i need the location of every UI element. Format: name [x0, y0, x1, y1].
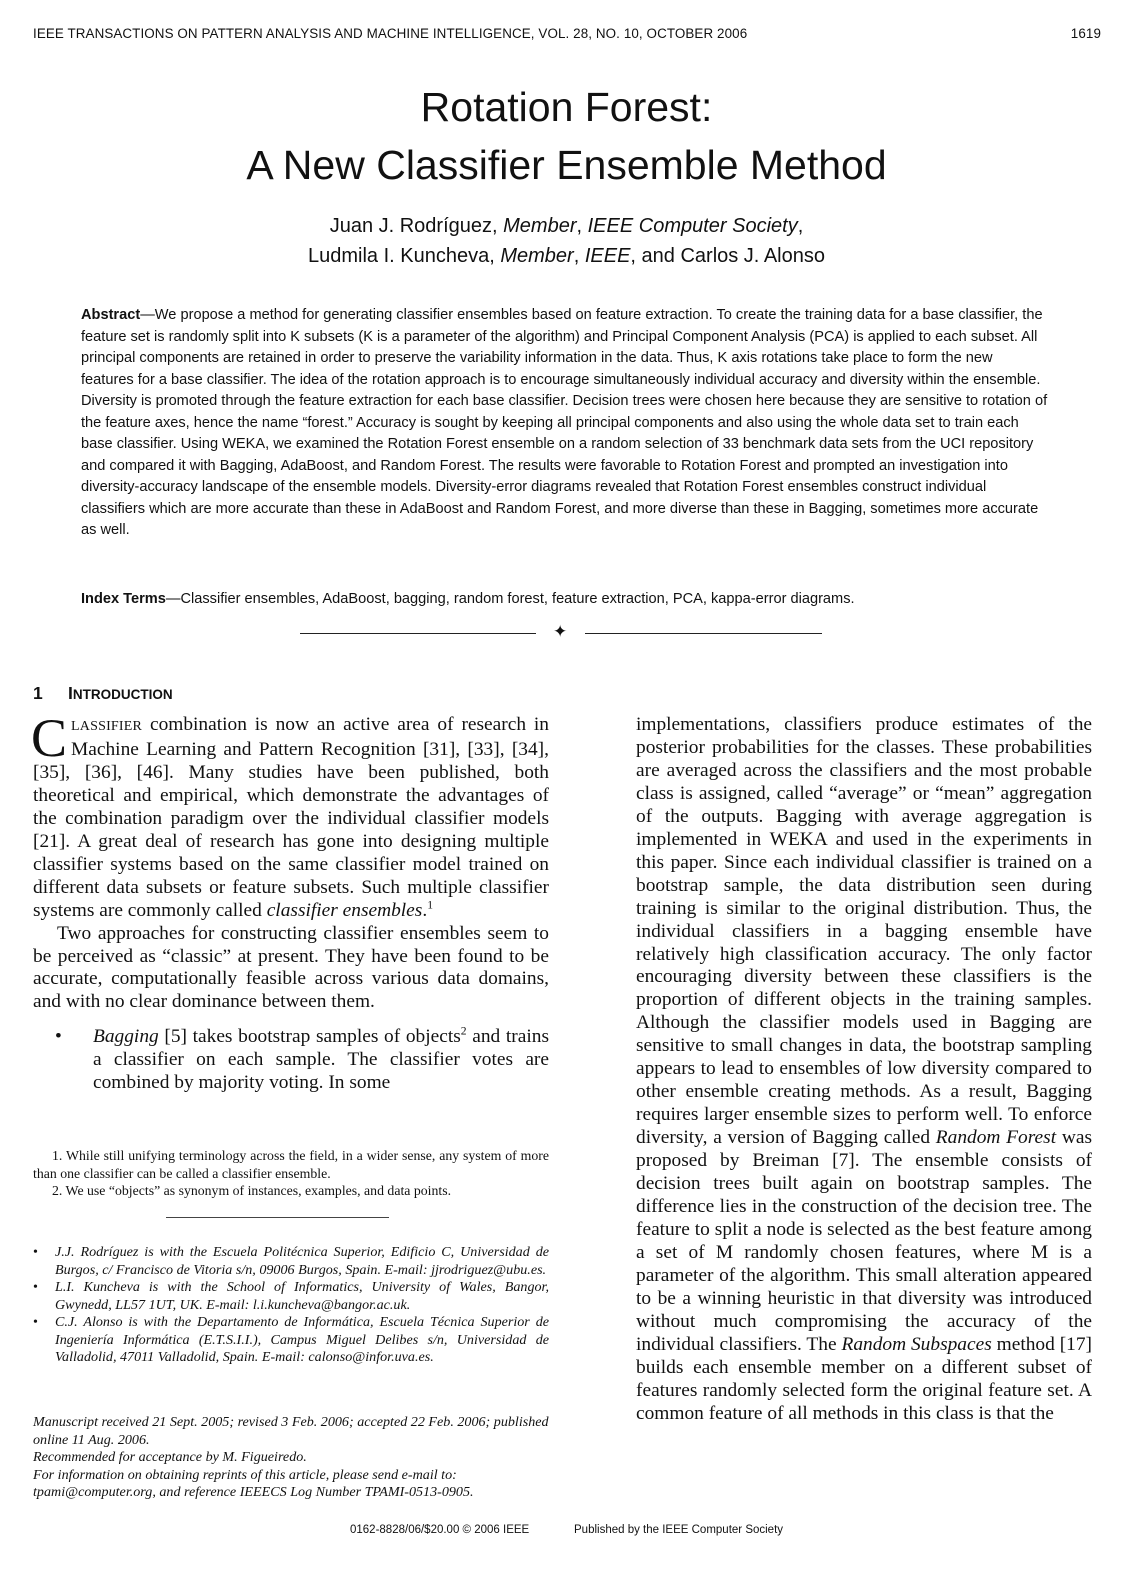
authors-line-1	[0, 211, 1133, 241]
affiliation-item	[33, 1279, 549, 1314]
para-text: method [17] builds each ensemble member on a different subset of features randomly selected form the original feature set. A common feature of all methods in this class is that the	[636, 1333, 1092, 1424]
section-title-initial: I	[68, 683, 73, 703]
affiliation-text: L.I. Kuncheva is with the School of Informatics, University of Wales, Bangor, Gwynedd, LL57 1UT, UK. E-mail: l.i.kuncheva@bangor.ac.uk.	[55, 1279, 549, 1313]
manuscript-editor: Recommended for acceptance by M. Figueiredo.	[33, 1449, 307, 1465]
footnotes	[33, 1147, 549, 1200]
running-header	[33, 26, 1101, 46]
affiliation-item	[33, 1244, 549, 1279]
right-column-paragraph	[636, 714, 1092, 1426]
bagging-bullet	[33, 1026, 549, 1095]
page-number: 1619	[1070, 26, 1101, 41]
separator-rule-left	[300, 633, 536, 634]
author-end: ,	[797, 215, 804, 237]
bullet-icon: •	[33, 1314, 38, 1330]
bullet-icon: •	[33, 1244, 38, 1260]
right-column	[636, 714, 1092, 1426]
index-terms-label: Index Terms	[81, 591, 166, 607]
author-role: Member	[503, 215, 577, 237]
section-number: 1	[33, 683, 43, 703]
abstract-text: —We propose a method for generating classifier ensembles based on feature extraction. To create the training data for a base classifier, the feature set is randomly split into K subsets (K is a parameter of the algorithm) and Principal Component Analysis (PCA) is applied to each subset. All principal components are retained in order to preserve the variability information in the data. Thus, K axis rotations take place to form the new features for a base classifier. The idea of the rotation approach is to encourage simultaneously individual accuracy and diversity within the ensemble. Diversity is promoted through the feature extraction for each base classifier. Decision trees were chosen here because they are sensitive to rotation of the feature axes, hence the name “forest.” Accuracy is sought by keeping all principal components and also using the whole data set to train each base classifier. Using WEKA, we examined the Rotation Forest ensemble on a random selection of 33 benchmark data sets from the UCI repository and compared it with Bagging, AdaBoost, and Random Forest. The results were favorable to Rotation Forest and prompted an investigation into diversity-accuracy landscape of the ensemble models. Diversity-error diagrams revealed that Rotation Forest ensembles construct individual classifiers which are more accurate than these in AdaBoost and Random Forest, and more diverse than these in Bagging, sometimes more accurate as well.	[81, 307, 1048, 538]
para-emphasis: Random Forest	[935, 1127, 1057, 1149]
footnote-2: 2. We use “objects” as synonym of instances, examples, and data points.	[52, 1183, 452, 1198]
author-name: Juan J. Rodríguez,	[329, 215, 504, 237]
para-text: .	[422, 899, 428, 921]
bullet-dot: •	[55, 1026, 62, 1048]
authors-line-2	[0, 241, 1133, 271]
para-text: combination is now an active area of research in Machine Learning and Pattern Recognition [31], [33], [34], [35], [36], [46]. Many studies have been published, both theoretical and empirical, which demonstrate the advantages of the combination paradigm over the individual classifier models [21]. A great deal of research has gone into designing multiple classifier systems based on the same classifier model trained on different data subsets or feature subsets. Such multiple classifier systems are commonly called	[33, 714, 549, 921]
author-sep: ,	[573, 245, 585, 267]
title-line-1: Rotation Forest:	[420, 84, 713, 130]
bullet-text: [5] takes bootstrap samples of objects	[158, 1026, 461, 1048]
copyright-code: 0162-8828/06/$20.00 © 2006 IEEE	[350, 1524, 530, 1536]
abstract-label: Abstract	[81, 307, 141, 323]
footnote-rule	[166, 1217, 389, 1218]
para-emphasis: classifier ensembles	[266, 899, 423, 921]
manuscript-reprints: For information on obtaining reprints of this article, please send e-mail to: tpami@computer.org, and reference IEEECS Log Number TPAMI-0513-0905.	[33, 1466, 474, 1500]
section-title-rest: NTRODUCTION	[72, 687, 173, 702]
author-end: , and Carlos J. Alonso	[630, 245, 825, 267]
affiliation-item	[33, 1314, 549, 1367]
author-sep: ,	[576, 215, 588, 237]
footnote-ref: 1	[427, 898, 434, 912]
diamond-star-icon: ✦	[553, 622, 568, 641]
manuscript-dates: Manuscript received 21 Sept. 2005; revised 3 Feb. 2006; accepted 22 Feb. 2006; published online 11 Aug. 2006.	[33, 1414, 549, 1448]
publisher-line: Published by the IEEE Computer Society	[574, 1524, 784, 1536]
separator-rule-right	[585, 633, 822, 634]
abstract	[81, 305, 1049, 542]
title-line-2: A New Classifier Ensemble Method	[246, 142, 887, 188]
drop-cap: C	[31, 708, 68, 768]
index-terms-text: —Classifier ensembles, AdaBoost, bagging, random forest, feature extraction, PCA, kappa-error diagrams.	[165, 591, 855, 607]
para-text: was proposed by Breiman [7]. The ensemble consists of decision trees built again on bootstrap samples. The difference lies in the construction of the decision tree. The feature to split a node is selected as the best feature among a set of M randomly chosen features, where M is a parameter of the algorithm. This small alteration appeared to be a winning heuristic in that diversity was introduced without much compromising the accuracy of the individual classifiers. The	[636, 1127, 1092, 1355]
author-role: Member	[500, 245, 574, 267]
affiliation-text: J.J. Rodríguez is with the Escuela Politécnica Superior, Edificio C, Universidad de Burgos, c/ Francisco de Vitoria s/n, 09006 Burgos, Spain. E-mail: jjrodriguez@ubu.es.	[55, 1244, 549, 1278]
affiliations	[33, 1244, 549, 1367]
footnote-1: 1. While still unifying terminology across the field, in a wider sense, any system of more than one classifier can be called a classifier ensemble.	[33, 1148, 549, 1181]
intro-paragraph-2: Two approaches for constructing classifier ensembles seem to be perceived as “classic” at present. They have been found to be accurate, computationally feasible across various data domains, and with no clear dominance between them.	[33, 922, 549, 1013]
authors	[0, 211, 1133, 271]
author-name: Ludmila I. Kuncheva,	[308, 245, 501, 267]
section-separator	[300, 622, 825, 641]
affiliation-text: C.J. Alonso is with the Departamento de Informática, Escuela Técnica Superior de Ingeniería Informática (E.T.S.I.I.), Campus Miguel Delibes s/n, Universidad de Valladolid, 47011 Valladolid, Spain. E-mail: calonso@infor.uva.es.	[55, 1314, 549, 1365]
intro-paragraph-1	[31, 708, 549, 923]
author-society: IEEE Computer Society	[587, 215, 798, 237]
lead-smallcaps: LASSIFIER	[71, 719, 143, 734]
manuscript-info	[33, 1414, 549, 1502]
section-heading	[33, 683, 173, 704]
index-terms	[81, 589, 1049, 610]
para-text: implementations, classifiers produce estimates of the posterior probabilities for the classes. These probabilities are averaged across the classifiers and the most probable class is assigned, called “average” or “mean” aggregation of the outputs. Bagging with average aggregation is implemented in WEKA and used in the experiments in this paper. Since each individual classifier is trained on a bootstrap sample, the data distribution seen during training is similar to the original distribution. Thus, the individual classifiers in a bagging ensemble have relatively high classification accuracy. The only factor encouraging diversity between these classifiers is the proportion of different objects in the training samples. Although the classifier models used in Bagging are sensitive to small changes in data, the bootstrap sampling appears to lead to ensembles of low diversity compared to other ensemble creating methods. As a result, Bagging requires larger ensemble sizes to perform well. To enforce diversity, a version of Bagging called	[636, 714, 1092, 1149]
bullet-emphasis: Bagging	[93, 1026, 159, 1048]
author-society: IEEE	[584, 245, 631, 267]
journal-header: IEEE TRANSACTIONS ON PATTERN ANALYSIS AND MACHINE INTELLIGENCE, VOL. 28, NO. 10, OCTOBER 2006	[33, 26, 748, 41]
paper-title	[0, 78, 1133, 194]
para-emphasis: Random Subspaces	[841, 1333, 992, 1355]
footnote-ref: 2	[460, 1024, 467, 1038]
bullet-text: and trains a classifier on each sample. The classifier votes are combined by majority voting. In some	[93, 1026, 549, 1094]
bullet-icon: •	[33, 1279, 38, 1295]
left-column	[31, 708, 549, 1095]
